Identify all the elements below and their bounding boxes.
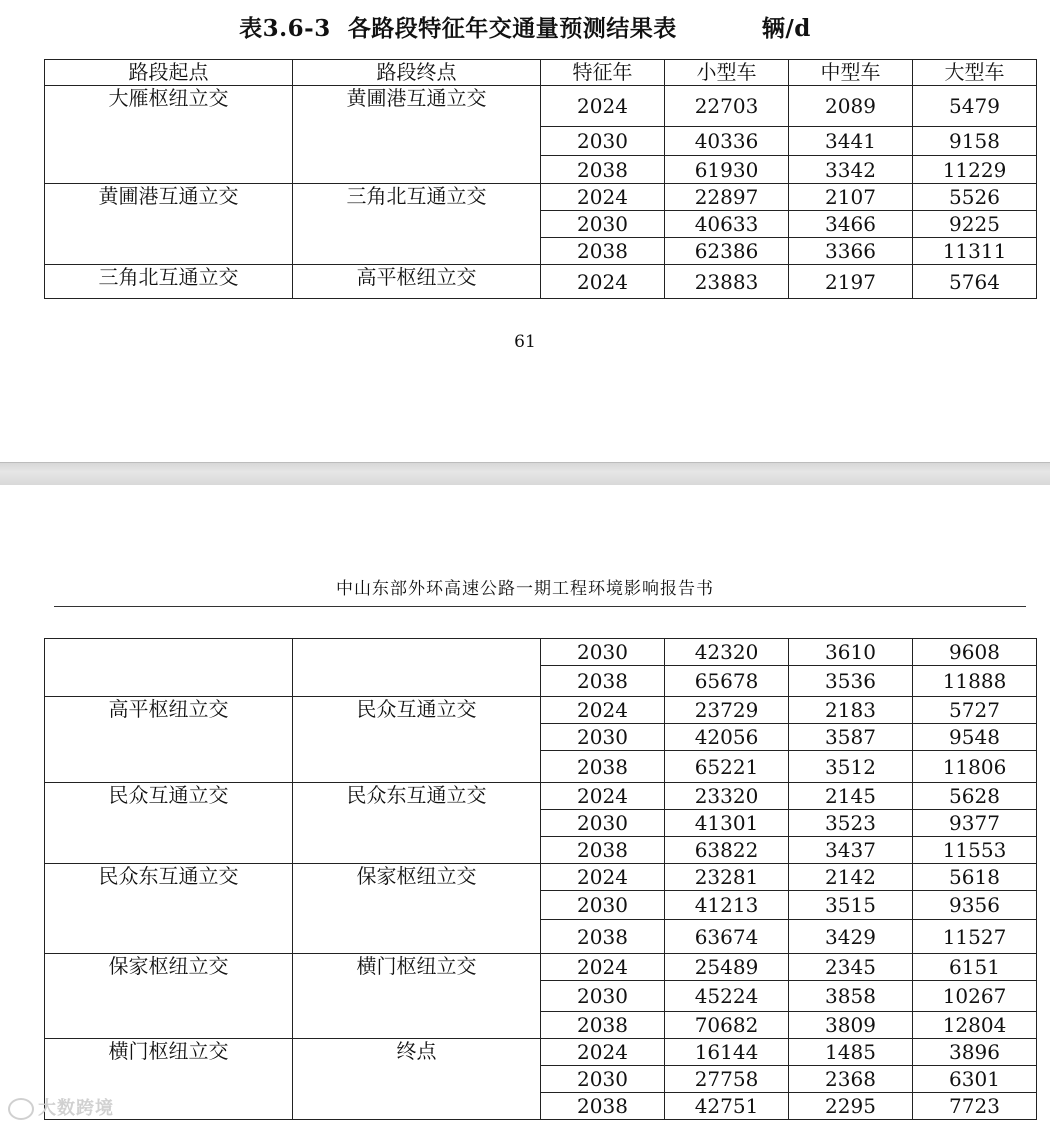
small-cell: 61930 xyxy=(665,156,789,184)
medium-cell: 3466 xyxy=(789,211,913,238)
year-cell: 2024 xyxy=(541,954,665,981)
segment-start-cell: 横门枢纽立交 xyxy=(45,1039,293,1120)
segment-start-cell: 三角北互通立交 xyxy=(45,265,293,299)
medium-cell: 2295 xyxy=(789,1093,913,1120)
year-cell: 2030 xyxy=(541,891,665,920)
segment-end-cell: 民众互通立交 xyxy=(293,697,541,783)
year-cell: 2038 xyxy=(541,751,665,783)
large-cell: 10267 xyxy=(913,981,1037,1012)
column-header: 特征年 xyxy=(541,60,665,86)
year-cell: 2030 xyxy=(541,810,665,837)
year-cell: 2030 xyxy=(541,981,665,1012)
large-cell: 3896 xyxy=(913,1039,1037,1066)
segment-end-cell xyxy=(293,639,541,697)
small-cell: 41213 xyxy=(665,891,789,920)
column-header: 路段起点 xyxy=(45,60,293,86)
table-row xyxy=(45,864,1037,891)
table-row xyxy=(45,783,1037,810)
medium-cell: 3342 xyxy=(789,156,913,184)
segment-end-cell: 横门枢纽立交 xyxy=(293,954,541,1039)
segment-start-cell: 民众互通立交 xyxy=(45,783,293,864)
year-cell: 2030 xyxy=(541,724,665,751)
large-cell: 5727 xyxy=(913,697,1037,724)
medium-cell: 2345 xyxy=(789,954,913,981)
watermark xyxy=(8,1094,114,1120)
table-caption: 表3.6-3 各路段特征年交通量预测结果表 辆/d xyxy=(239,15,811,42)
year-cell: 2038 xyxy=(541,666,665,697)
small-cell: 62386 xyxy=(665,238,789,265)
table-row xyxy=(45,265,1037,299)
segment-end-cell: 保家枢纽立交 xyxy=(293,864,541,954)
large-cell: 11553 xyxy=(913,837,1037,864)
small-cell: 23729 xyxy=(665,697,789,724)
table-row xyxy=(45,184,1037,211)
column-header: 中型车 xyxy=(789,60,913,86)
year-cell: 2038 xyxy=(541,837,665,864)
year-cell: 2024 xyxy=(541,86,665,127)
traffic-table-part-1 xyxy=(44,59,1037,299)
large-cell: 9377 xyxy=(913,810,1037,837)
small-cell: 63674 xyxy=(665,920,789,954)
small-cell: 70682 xyxy=(665,1012,789,1039)
traffic-table-part-2 xyxy=(44,638,1037,1120)
segment-start-cell: 大雁枢纽立交 xyxy=(45,86,293,184)
year-cell: 2030 xyxy=(541,127,665,156)
table-row xyxy=(45,954,1037,981)
small-cell: 45224 xyxy=(665,981,789,1012)
medium-cell: 2368 xyxy=(789,1066,913,1093)
year-cell: 2024 xyxy=(541,783,665,810)
watermark-logo-icon xyxy=(8,1098,34,1120)
medium-cell: 3515 xyxy=(789,891,913,920)
header-rule xyxy=(54,606,1026,607)
medium-cell: 2145 xyxy=(789,783,913,810)
year-cell: 2038 xyxy=(541,238,665,265)
medium-cell: 3429 xyxy=(789,920,913,954)
watermark-text: 大数跨境 xyxy=(38,1098,114,1119)
medium-cell: 3366 xyxy=(789,238,913,265)
small-cell: 41301 xyxy=(665,810,789,837)
medium-cell: 3437 xyxy=(789,837,913,864)
large-cell: 5628 xyxy=(913,783,1037,810)
page-lower xyxy=(0,485,1050,1132)
medium-cell: 3809 xyxy=(789,1012,913,1039)
small-cell: 23320 xyxy=(665,783,789,810)
large-cell: 11229 xyxy=(913,156,1037,184)
page-upper xyxy=(0,0,1050,462)
large-cell: 9158 xyxy=(913,127,1037,156)
medium-cell: 2142 xyxy=(789,864,913,891)
large-cell: 9548 xyxy=(913,724,1037,751)
year-cell: 2024 xyxy=(541,864,665,891)
year-cell: 2030 xyxy=(541,211,665,238)
small-cell: 40633 xyxy=(665,211,789,238)
segment-end-cell: 终点 xyxy=(293,1039,541,1120)
year-cell: 2038 xyxy=(541,1012,665,1039)
medium-cell: 1485 xyxy=(789,1039,913,1066)
small-cell: 16144 xyxy=(665,1039,789,1066)
large-cell: 5764 xyxy=(913,265,1037,299)
year-cell: 2038 xyxy=(541,1093,665,1120)
table-row xyxy=(45,697,1037,724)
small-cell: 23281 xyxy=(665,864,789,891)
year-cell: 2038 xyxy=(541,920,665,954)
large-cell: 5618 xyxy=(913,864,1037,891)
column-header: 大型车 xyxy=(913,60,1037,86)
large-cell: 9225 xyxy=(913,211,1037,238)
medium-cell: 2183 xyxy=(789,697,913,724)
medium-cell: 3858 xyxy=(789,981,913,1012)
year-cell: 2030 xyxy=(541,639,665,666)
segment-end-cell: 三角北互通立交 xyxy=(293,184,541,265)
small-cell: 42751 xyxy=(665,1093,789,1120)
small-cell: 42056 xyxy=(665,724,789,751)
large-cell: 5526 xyxy=(913,184,1037,211)
year-cell: 2030 xyxy=(541,1066,665,1093)
year-cell: 2024 xyxy=(541,265,665,299)
medium-cell: 3523 xyxy=(789,810,913,837)
column-header: 小型车 xyxy=(665,60,789,86)
small-cell: 27758 xyxy=(665,1066,789,1093)
table-row xyxy=(45,1039,1037,1066)
large-cell: 9356 xyxy=(913,891,1037,920)
large-cell: 11888 xyxy=(913,666,1037,697)
year-cell: 2024 xyxy=(541,184,665,211)
small-cell: 65678 xyxy=(665,666,789,697)
large-cell: 6301 xyxy=(913,1066,1037,1093)
page-number: 61 xyxy=(514,332,536,352)
large-cell: 7723 xyxy=(913,1093,1037,1120)
segment-end-cell: 高平枢纽立交 xyxy=(293,265,541,299)
small-cell: 23883 xyxy=(665,265,789,299)
small-cell: 42320 xyxy=(665,639,789,666)
segment-start-cell xyxy=(45,639,293,697)
table-header-row xyxy=(45,60,1037,86)
document-header: 中山东部外环高速公路一期工程环境影响报告书 xyxy=(336,579,714,599)
segment-start-cell: 黄圃港互通立交 xyxy=(45,184,293,265)
small-cell: 25489 xyxy=(665,954,789,981)
medium-cell: 3587 xyxy=(789,724,913,751)
small-cell: 63822 xyxy=(665,837,789,864)
page-separator xyxy=(0,462,1050,486)
large-cell: 6151 xyxy=(913,954,1037,981)
small-cell: 65221 xyxy=(665,751,789,783)
large-cell: 9608 xyxy=(913,639,1037,666)
year-cell: 2038 xyxy=(541,156,665,184)
segment-end-cell: 黄圃港互通立交 xyxy=(293,86,541,184)
small-cell: 22897 xyxy=(665,184,789,211)
segment-start-cell: 高平枢纽立交 xyxy=(45,697,293,783)
year-cell: 2024 xyxy=(541,697,665,724)
column-header: 路段终点 xyxy=(293,60,541,86)
large-cell: 11806 xyxy=(913,751,1037,783)
table-row xyxy=(45,639,1037,666)
medium-cell: 2197 xyxy=(789,265,913,299)
segment-start-cell: 保家枢纽立交 xyxy=(45,954,293,1039)
year-cell: 2024 xyxy=(541,1039,665,1066)
large-cell: 11311 xyxy=(913,238,1037,265)
table-row xyxy=(45,86,1037,127)
segment-start-cell: 民众东互通立交 xyxy=(45,864,293,954)
medium-cell: 3512 xyxy=(789,751,913,783)
large-cell: 11527 xyxy=(913,920,1037,954)
segment-end-cell: 民众东互通立交 xyxy=(293,783,541,864)
large-cell: 5479 xyxy=(913,86,1037,127)
medium-cell: 2107 xyxy=(789,184,913,211)
medium-cell: 3441 xyxy=(789,127,913,156)
large-cell: 12804 xyxy=(913,1012,1037,1039)
small-cell: 22703 xyxy=(665,86,789,127)
small-cell: 40336 xyxy=(665,127,789,156)
medium-cell: 3536 xyxy=(789,666,913,697)
medium-cell: 3610 xyxy=(789,639,913,666)
medium-cell: 2089 xyxy=(789,86,913,127)
